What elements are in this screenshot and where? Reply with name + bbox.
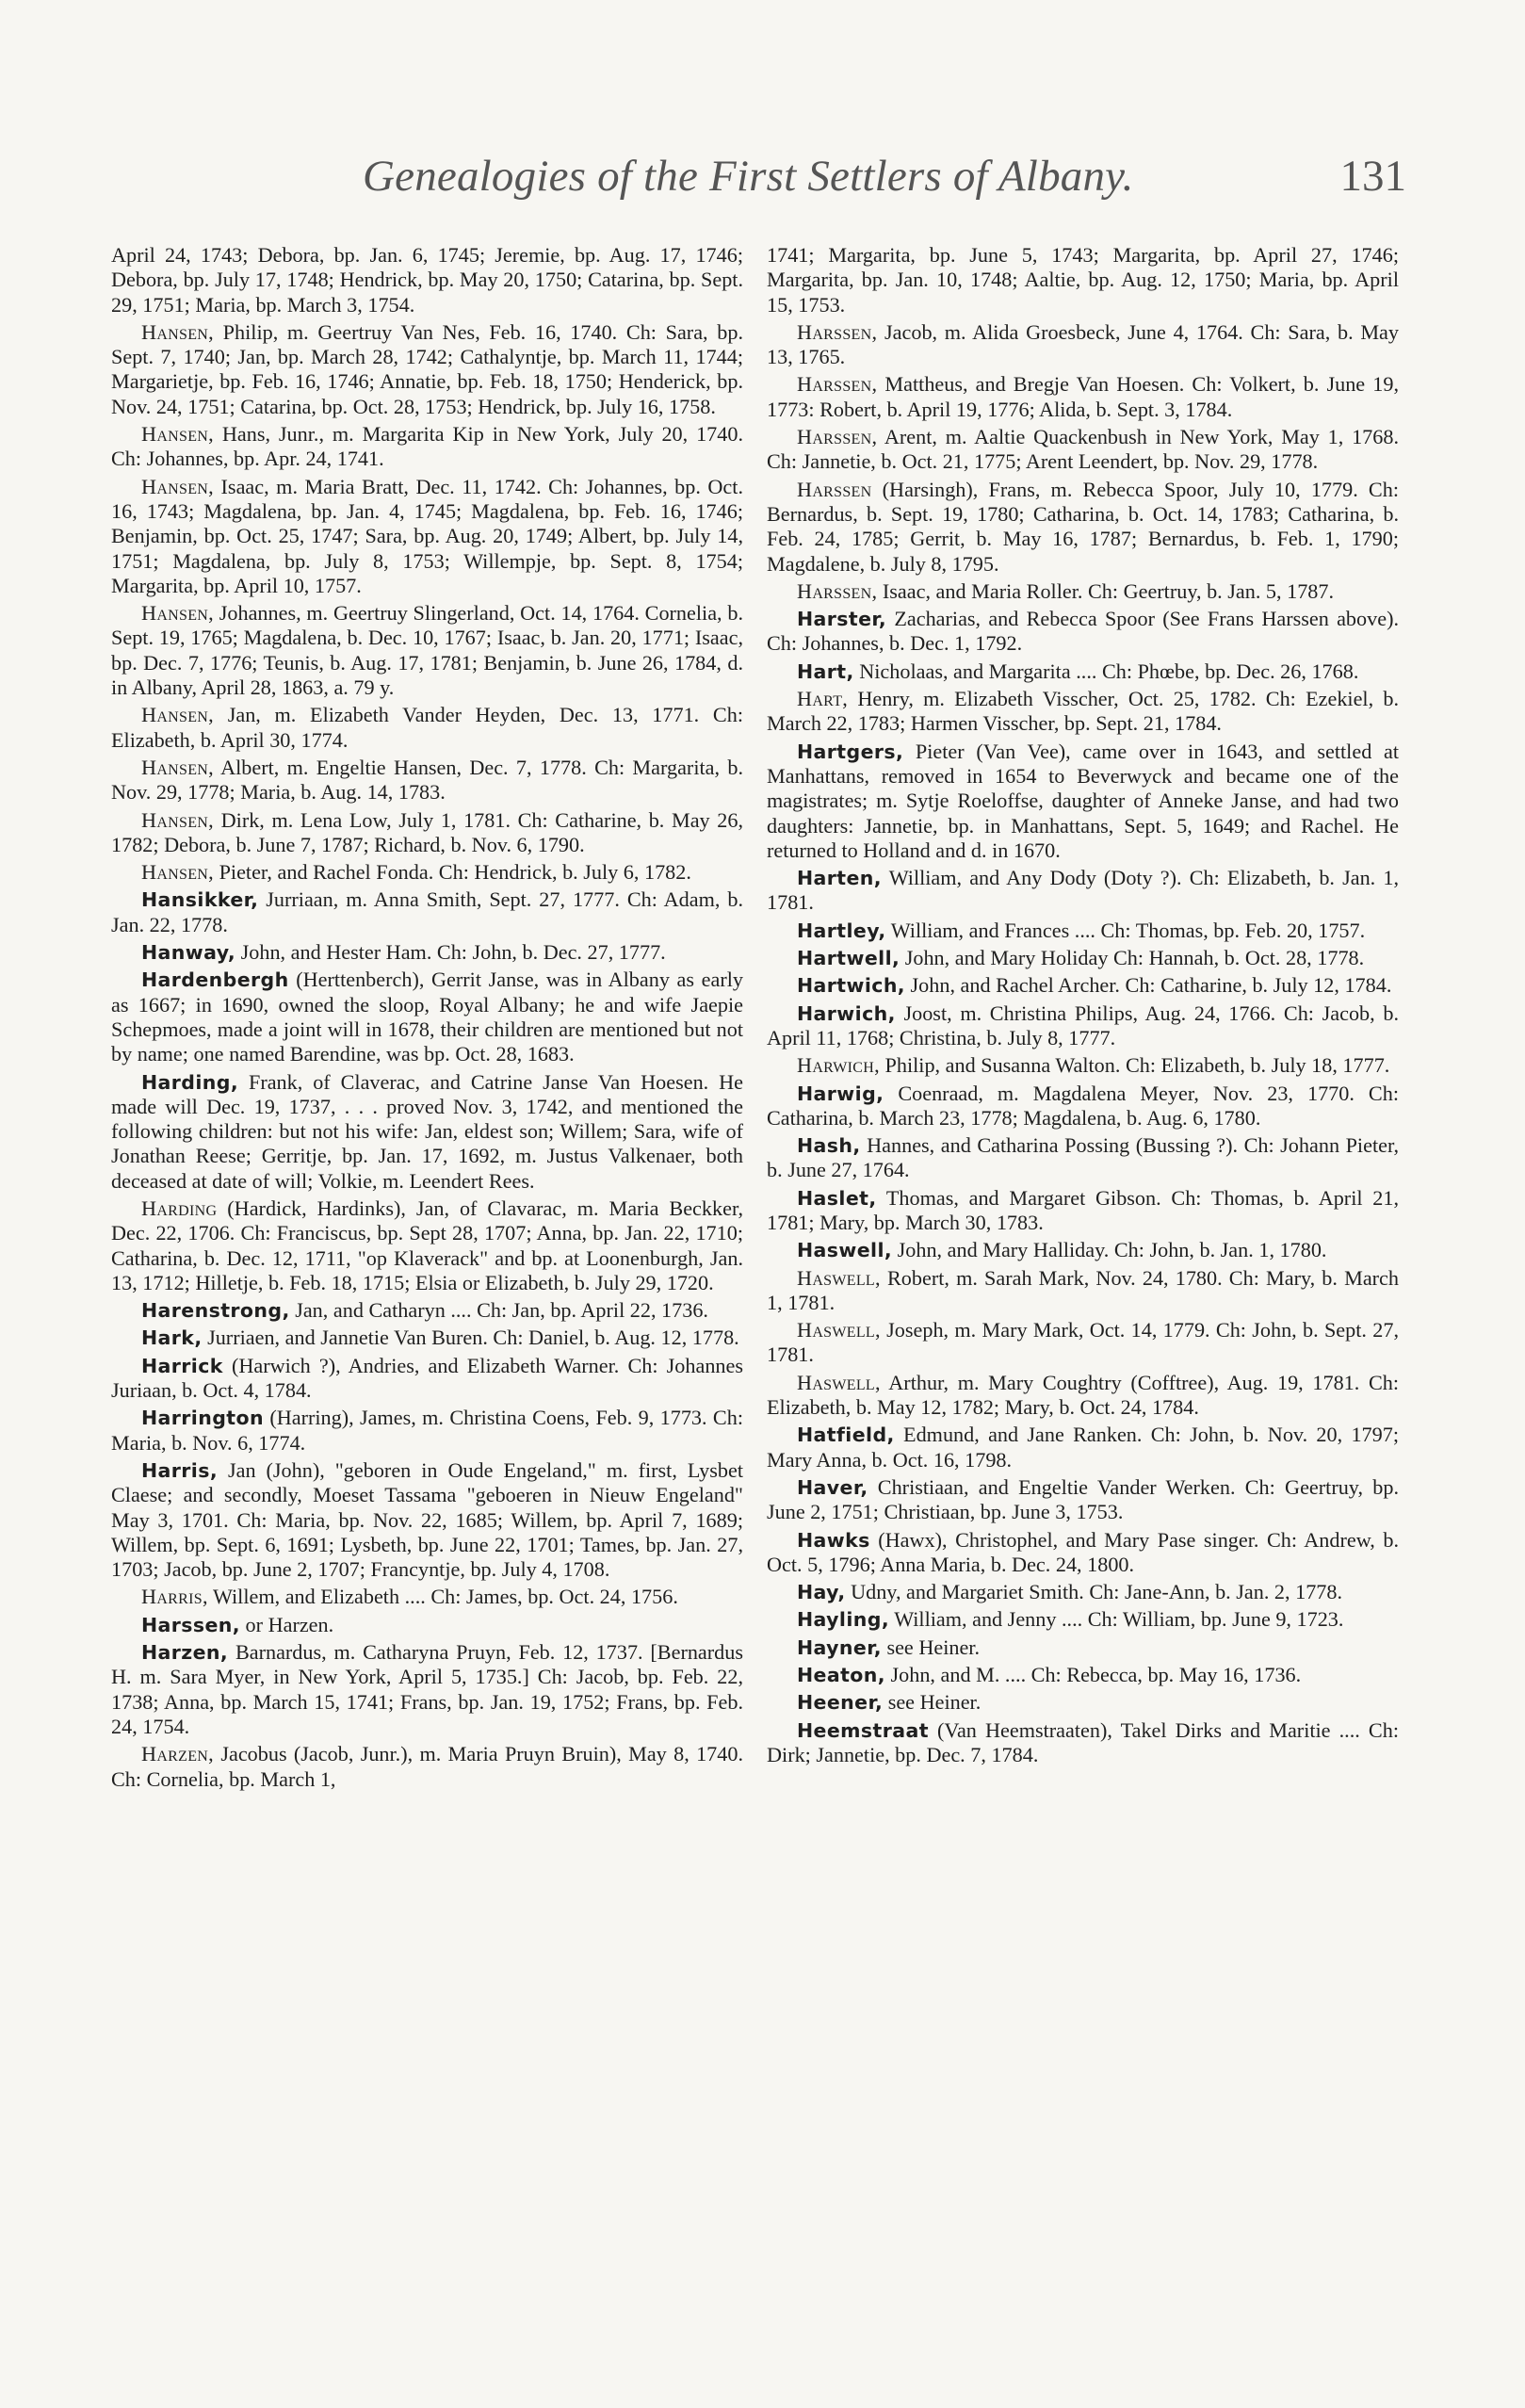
entry-text: (Hardick, Hardinks), Jan, of Clavarac, m. Maria Beckker, Dec. 22, 1706. Ch: Franciscus, bp. Sept 28, 1707; Anna, bp. Jan. 22, 1710; Catharina, b. Dec. 12, 1711, "op Klaverack" and bp. at Loonenburgh, Jan. 13, 1712; Hilletje, b. Feb. 18, 1715; Elsia or Elizabeth, b. July 29, 1720. — [111, 1196, 743, 1294]
genealogy-entry — [767, 243, 1399, 317]
genealogy-entry — [111, 860, 743, 885]
entry-text: Hannes, and Catharina Possing (Bussing ?). Ch: Johann Pieter, b. June 27, 1764. — [767, 1133, 1399, 1182]
entry-text: Willem, and Elizabeth .... Ch: James, bp. Oct. 24, 1756. — [207, 1585, 678, 1609]
genealogy-entry — [767, 425, 1399, 475]
entry-text: Joseph, m. Mary Mark, Oct. 14, 1779. Ch: John, b. Sept. 27, 1781. — [767, 1318, 1399, 1367]
entry-text: William, and Frances .... Ch: Thomas, bp. Feb. 20, 1757. — [885, 918, 1366, 942]
entry-text: Isaac, and Maria Roller. Ch: Geertruy, b. Jan. 5, 1787. — [877, 578, 1335, 603]
entry-surname: Hayner, — [797, 1635, 882, 1659]
genealogy-entry — [767, 1718, 1399, 1768]
entry-surname: Harssen, — [797, 372, 878, 397]
genealogy-entry — [111, 243, 743, 317]
genealogy-entry — [767, 1690, 1399, 1715]
entry-text: Pieter (Van Vee), came over in 1643, and settled at Manhattans, removed in 1654 to Beverwyck and became one of the magistrates; m. Sytje Roeloffse, daughter of Anneke Janse, and had two daughters: Jannetie, bp. in Manhattans, Sept. 5, 1649; and Rachel. He returned to Holland and d. in 1670. — [767, 739, 1399, 862]
genealogy-entry — [767, 740, 1399, 863]
entry-text: Arent, m. Aaltie Quackenbush in New York, May 1, 1768. Ch: Jannetie, b. Oct. 21, 1775; Arent Leendert, bp. Nov. 29, 1778. — [767, 425, 1399, 474]
entry-surname: Hartwell, — [797, 947, 900, 970]
entry-text: Frank, of Claverac, and Catrine Janse Van Hoesen. He made will Dec. 19, 1737, . . . proved Nov. 3, 1742, and mentioned the following children: but not his wife: Jan, eldest son; Willem; Sara, wife of Jonathan Reese; Gerritje, bp. Jan. 17, 1692, m. Justus Valkenaer, both deceased at date of will; Volkie, m. Leendert Rees. — [111, 1069, 743, 1193]
entry-surname: Harssen, — [141, 1613, 240, 1636]
entry-text: (Harring), James, m. Christina Coens, Feb. 9, 1773. Ch: Maria, b. Nov. 6, 1774. — [111, 1406, 743, 1455]
genealogy-entry — [767, 659, 1399, 684]
entry-surname: Hayling, — [797, 1608, 890, 1632]
entry-surname: Hartgers, — [797, 740, 904, 763]
entry-text: (Herttenberch), Gerrit Janse, was in Albany as early as 1667; in 1690, owned the sloop, Royal Albany; he and wife Jaepie Schepmoes, made a joint will in 1678, their children are mentioned but not by name; one named Barendine, was bp. Oct. 28, 1683. — [111, 968, 743, 1066]
entry-text: Philip, and Susanna Walton. Ch: Elizabeth, b. July 18, 1777. — [879, 1053, 1390, 1078]
entry-text: (Van Heemstraaten), Takel Dirks and Maritie .... Ch: Dirk; Jannetie, bp. Dec. 7, 1784. — [767, 1717, 1399, 1766]
genealogy-entry — [767, 1082, 1399, 1131]
entry-surname: Harzen, — [141, 1742, 214, 1766]
entry-text: John, and Mary Halliday. Ch: John, b. Jan. 1, 1780. — [892, 1238, 1327, 1262]
genealogy-entry — [767, 1580, 1399, 1604]
entry-text: Christiaan, and Engeltie Vander Werken. Ch: Geertruy, bp. June 2, 1751; Christiaan, bp. June 3, 1753. — [767, 1474, 1399, 1524]
entry-surname: Haver, — [797, 1475, 868, 1499]
genealogy-entry — [767, 1607, 1399, 1632]
genealogy-entry — [767, 973, 1399, 998]
entry-surname: Hansen, — [141, 422, 215, 447]
entry-surname: Harris, — [141, 1458, 219, 1482]
entry-surname: Hansen, — [141, 755, 215, 779]
genealogy-entry — [767, 1371, 1399, 1421]
entry-text: Arthur, m. Mary Coughtry (Cofftree), Aug. 19, 1781. Ch: Elizabeth, b. May 12, 1782; Mary, b. Oct. 24, 1784. — [767, 1370, 1399, 1420]
genealogy-entry — [767, 1001, 1399, 1051]
genealogy-entry — [767, 1266, 1399, 1316]
entry-surname: Heener, — [797, 1691, 884, 1715]
page-number: 131 — [1339, 152, 1406, 201]
entry-text: Johannes, m. Geertruy Slingerland, Oct. 14, 1764. Cornelia, b. Sept. 19, 1765; Magdalena, b. Dec. 10, 1767; Isaac, b. Jan. 20, 1771; Isaac, bp. Dec. 7, 1776; Teunis, b. Aug. 17, 1781; Benjamin, b. June 26, 1784, d. in Albany, April 28, 1863, a. 79 y. — [111, 601, 743, 700]
genealogy-entry — [111, 808, 743, 858]
entry-text: Nicholaas, and Margarita .... Ch: Phœbe, bp. Dec. 26, 1768. — [853, 659, 1359, 683]
entry-surname: Harzen, — [141, 1641, 229, 1665]
entry-text: William, and Any Dody (Doty ?). Ch: Elizabeth, b. Jan. 1, 1781. — [767, 866, 1399, 915]
genealogy-entry — [767, 1635, 1399, 1660]
entry-text: Coenraad, m. Magdalena Meyer, Nov. 23, 1770. Ch: Catharina, b. March 23, 1778; Magdalena, b. Aug. 6, 1780. — [767, 1081, 1399, 1130]
entry-surname: Hatfield, — [797, 1424, 895, 1447]
genealogy-entry — [111, 422, 743, 472]
entry-surname: Hansikker, — [141, 888, 259, 912]
genealogy-entry — [111, 887, 743, 937]
entry-text: Hans, Junr., m. Margarita Kip in New York, July 20, 1740. Ch: Johannes, bp. Apr. 24, 1741. — [111, 422, 743, 471]
genealogy-entry — [111, 1196, 743, 1295]
entry-surname: Harding — [141, 1196, 218, 1220]
entry-text: Philip, m. Geertruy Van Nes, Feb. 16, 1740. Ch: Sara, bp. Sept. 7, 1740; Jan, bp. March 28, 1742; Cathalyntje, bp. March 11, 1744; Margarietje, bp. Feb. 16, 1746; Annatie, bp. Feb. 18, 1750; Henderick, bp. Nov. 24, 1751; Catarina, bp. Oct. 28, 1753; Hendrick, bp. July 16, 1758. — [111, 319, 743, 418]
genealogy-entry — [111, 601, 743, 700]
entry-surname: Hart, — [797, 687, 849, 711]
entry-surname: Hansen, — [141, 703, 215, 727]
entry-text: Zacharias, and Rebecca Spoor (See Frans Harssen above). Ch: Johannes, b. Dec. 1, 1792. — [767, 607, 1399, 656]
running-title: Genealogies of the First Settlers of Albany. — [363, 152, 1134, 201]
entry-surname: Haswell, — [797, 1265, 881, 1290]
entry-surname: Hanway, — [141, 941, 236, 965]
genealogy-entry — [767, 946, 1399, 970]
entry-surname: Heaton, — [797, 1664, 885, 1687]
entry-surname: Harster, — [797, 608, 887, 631]
entry-surname: Harssen — [797, 477, 872, 501]
genealogy-entry — [111, 756, 743, 805]
genealogy-entry — [767, 372, 1399, 422]
genealogy-entry — [111, 1406, 743, 1456]
entry-surname: Harrick — [141, 1354, 223, 1377]
entry-text: Mattheus, and Bregje Van Hoesen. Ch: Volkert, b. June 19, 1773: Robert, b. April 19, 1776; Alida, b. Sept. 3, 1784. — [767, 372, 1399, 421]
entry-text: Henry, m. Elizabeth Visscher, Oct. 25, 1782. Ch: Ezekiel, b. March 22, 1783; Harmen Visscher, bp. Sept. 21, 1784. — [767, 687, 1399, 736]
genealogy-entry — [767, 320, 1399, 370]
entry-surname: Harwich, — [797, 1053, 880, 1078]
genealogy-entry — [111, 1613, 743, 1637]
genealogy-entry — [767, 579, 1399, 604]
entry-text: (Harwich ?), Andries, and Elizabeth Warner. Ch: Johannes Juriaan, b. Oct. 4, 1784. — [111, 1353, 743, 1403]
genealogy-entry — [767, 478, 1399, 577]
entry-surname: Harding, — [141, 1070, 239, 1094]
entry-text: Jurriaan, m. Anna Smith, Sept. 27, 1777. Ch: Adam, b. Jan. 22, 1778. — [111, 887, 743, 936]
entry-surname: Haswell, — [797, 1318, 881, 1342]
genealogy-entry — [767, 919, 1399, 943]
genealogy-entry — [767, 1663, 1399, 1687]
entry-surname: Haswell, — [797, 1239, 893, 1262]
entry-text: see Heiner. — [883, 1690, 982, 1715]
genealogy-entry — [111, 320, 743, 419]
entry-text: Jan, and Catharyn .... Ch: Jan, bp. April 22, 1736. — [289, 1298, 708, 1323]
entry-surname: Haslet, — [797, 1186, 877, 1210]
genealogy-entry — [111, 1354, 743, 1404]
entry-surname: Harenstrong, — [141, 1299, 290, 1323]
genealogy-entry — [111, 1070, 743, 1194]
entry-text: Udny, and Margariet Smith. Ch: Jane-Ann, b. Jan. 2, 1778. — [845, 1580, 1343, 1604]
entry-surname: Hansen, — [141, 474, 215, 498]
entry-surname: Hartley, — [797, 919, 886, 942]
entry-surname: Harwig, — [797, 1082, 884, 1105]
entry-surname: Harris, — [141, 1585, 208, 1609]
genealogy-entry — [111, 1640, 743, 1739]
entry-text: William, and Jenny .... Ch: William, bp. June 9, 1723. — [889, 1607, 1344, 1632]
left-column — [111, 243, 743, 1795]
entry-text: Robert, m. Sarah Mark, Nov. 24, 1780. Ch: Mary, b. March 1, 1781. — [767, 1265, 1399, 1314]
genealogy-entry — [767, 1238, 1399, 1262]
entry-surname: Hansen, — [141, 319, 215, 344]
entry-surname: Harten, — [797, 867, 882, 890]
entry-text: Jan (John), "geboren in Oude Engeland," m. first, Lysbet Claese; and secondly, Moeset Tassama "geboeren in Nieuw Engeland" May 3, 1701. Ch: Maria, bp. Nov. 22, 1685; Willem, bp. April 7, 1689; Willem, bp. Sept. 6, 1691; Lysbeth, bp. June 22, 1701; Tames, bp. Jan. 27, 1703; Jacob, bp. June 2, 1707; Francyntje, bp. July 4, 1708. — [111, 1457, 743, 1582]
entry-surname: Harwich, — [797, 1001, 896, 1025]
entry-text: John, and M. .... Ch: Rebecca, bp. May 16, 1736. — [884, 1663, 1302, 1687]
entry-text: (Harsingh), Frans, m. Rebecca Spoor, July 10, 1779. Ch: Bernardus, b. Sept. 19, 1780; Catharina, b. Oct. 14, 1783; Catharina, b. Feb. 24, 1785; Gerrit, b. May 16, 1787; Bernardus, b. Feb. 1, 1790; Magdalene, b. July 8, 1795. — [767, 477, 1399, 576]
genealogy-entry — [767, 1528, 1399, 1578]
genealogy-entry — [767, 1133, 1399, 1183]
entry-surname: Hay, — [797, 1581, 846, 1604]
genealogy-entry — [111, 1585, 743, 1609]
entry-text: Joost, m. Christina Philips, Aug. 24, 1766. Ch: Jacob, b. April 11, 1768; Christina, b. July 8, 1777. — [767, 1001, 1399, 1049]
entry-text: Albert, m. Engeltie Hansen, Dec. 7, 1778. Ch: Margarita, b. Nov. 29, 1778; Maria, b. Aug. 14, 1783. — [111, 755, 743, 805]
entry-text: or Harzen. — [240, 1612, 334, 1636]
entry-text: John, and Hester Ham. Ch: John, b. Dec. 27, 1777. — [235, 940, 666, 965]
entry-surname: Hansen, — [141, 601, 215, 626]
entry-surname: Hansen, — [141, 807, 215, 832]
entry-surname: Heemstraat — [797, 1718, 929, 1742]
entry-surname: Hardenbergh — [141, 968, 289, 992]
entry-surname: Harrington — [141, 1407, 264, 1430]
page-header — [363, 151, 1406, 217]
genealogy-entry — [767, 687, 1399, 737]
entry-surname: Harssen, — [797, 425, 878, 449]
entry-surname: Haswell, — [797, 1370, 881, 1394]
genealogy-entry — [767, 866, 1399, 916]
entry-text: Dirk, m. Lena Low, July 1, 1781. Ch: Catharine, b. May 26, 1782; Debora, b. June 7, 1787; Richard, b. Nov. 6, 1790. — [111, 807, 743, 856]
genealogy-entry — [111, 703, 743, 753]
entry-text: Jacobus (Jacob, Junr.), m. Maria Pruyn Bruin), May 8, 1740. Ch: Cornelia, bp. March 1, — [111, 1742, 743, 1791]
entry-text: see Heiner. — [881, 1635, 981, 1659]
entry-text: John, and Rachel Archer. Ch: Catharine, b. July 12, 1784. — [905, 973, 1392, 998]
genealogy-entry — [767, 1186, 1399, 1236]
genealogy-entry — [767, 1423, 1399, 1472]
entry-text: Pieter, and Rachel Fonda. Ch: Hendrick, b. July 6, 1782. — [214, 860, 691, 885]
entry-text: Thomas, and Margaret Gibson. Ch: Thomas, b. April 21, 1781; Mary, bp. March 30, 1783. — [767, 1185, 1399, 1234]
entry-text: Isaac, m. Maria Bratt, Dec. 11, 1742. Ch: Johannes, bp. Oct. 16, 1743; Magdalena, bp. Jan. 4, 1745; Magdalena, bp. Feb. 16, 1746; Benjamin, bp. Oct. 25, 1747; Sara, bp. Aug. 20, 1749; Albert, bp. July 14, 1751; Magdalena, bp. July 8, 1753; Willempje, bp. Sept. 8, 1754; Margarita, bp. April 10, 1757. — [111, 474, 743, 597]
entry-surname: Harssen, — [797, 319, 878, 344]
entry-text: Barnardus, m. Catharyna Pruyn, Feb. 12, 1737. [Bernardus H. m. Sara Myer, in New York, April 5, 1735.] Ch: Jacob, bp. Feb. 22, 1738; Anna, bp. March 15, 1741; Frans, bp. Jan. 19, 1752; Frans, bp. Feb. 24, 1754. — [111, 1640, 743, 1738]
entry-text: (Hawx), Christophel, and Mary Pase singer. Ch: Andrew, b. Oct. 5, 1796; Anna Maria, b. Dec. 24, 1800. — [767, 1527, 1399, 1576]
entry-text: Jacob, m. Alida Groesbeck, June 4, 1764. Ch: Sara, b. May 13, 1765. — [767, 319, 1399, 369]
entry-surname: Hawks — [797, 1528, 870, 1552]
entry-text: Jurriaen, and Jannetie Van Buren. Ch: Daniel, b. Aug. 12, 1778. — [202, 1326, 739, 1350]
entry-surname: Harssen, — [797, 578, 878, 603]
genealogy-entry — [767, 1318, 1399, 1368]
entry-surname: Hansen, — [141, 860, 215, 885]
genealogy-entry — [111, 968, 743, 1066]
genealogy-entry — [111, 1458, 743, 1582]
entry-surname: Hash, — [797, 1134, 861, 1158]
genealogy-entry — [767, 1475, 1399, 1525]
entry-text: 1741; Margarita, bp. June 5, 1743; Margarita, bp. April 27, 1746; Margarita, bp. Jan. 10, 1748; Aaltie, bp. Aug. 12, 1750; Maria, bp. April 15, 1753. — [767, 243, 1399, 317]
genealogy-entry — [111, 1298, 743, 1323]
genealogy-entry — [111, 475, 743, 598]
genealogy-entry — [111, 1326, 743, 1350]
genealogy-entry — [111, 940, 743, 965]
genealogy-entry — [767, 607, 1399, 657]
genealogy-entry — [111, 1742, 743, 1792]
genealogy-entry — [767, 1053, 1399, 1078]
entry-text: John, and Mary Holiday Ch: Hannah, b. Oct. 28, 1778. — [900, 946, 1365, 970]
entry-text: Edmund, and Jane Ranken. Ch: John, b. Nov. 20, 1797; Mary Anna, b. Oct. 16, 1798. — [767, 1423, 1399, 1472]
entry-surname: Hark, — [141, 1326, 203, 1350]
right-column — [767, 243, 1399, 1770]
entry-text: Jan, m. Elizabeth Vander Heyden, Dec. 13, 1771. Ch: Elizabeth, b. April 30, 1774. — [111, 703, 743, 752]
entry-surname: Hart, — [797, 659, 854, 683]
entry-text: April 24, 1743; Debora, bp. Jan. 6, 1745; Jeremie, bp. Aug. 17, 1746; Debora, bp. July 17, 1748; Hendrick, bp. May 20, 1750; Catarina, bp. Sept. 29, 1751; Maria, bp. March 3, 1754. — [111, 243, 743, 317]
entry-surname: Hartwich, — [797, 974, 905, 998]
